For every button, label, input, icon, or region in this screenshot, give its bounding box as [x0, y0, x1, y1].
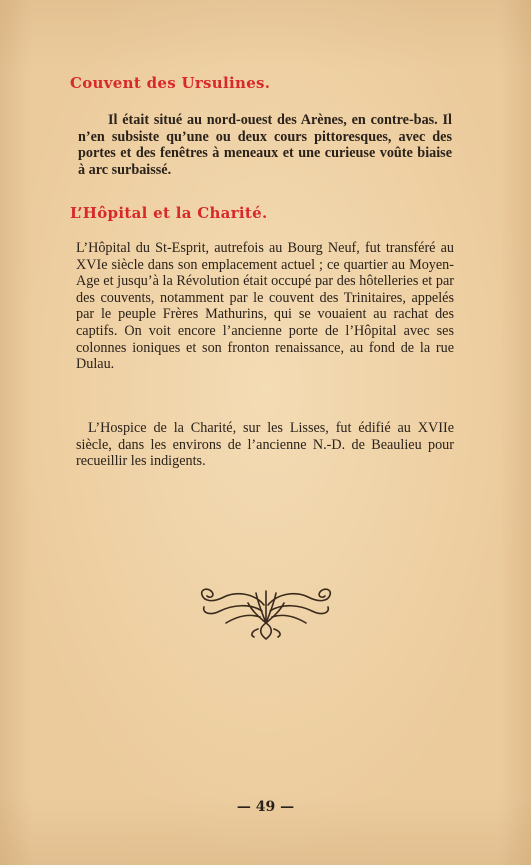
page-number: — 49 — — [236, 799, 295, 815]
paragraph-hopital: L’Hôpital du St-Esprit, autrefois au Bourg Neuf, fut transféré au XVIe siècle dans son emplacement actuel ; ce quartier au Moyen-Age et jusqu’à la Révolution était occupé par des hôtelleries et par des couvents, notamment par le couvent des Trinitaires, appelés par le peuple Frères Mathurins, qui se vouaient au rachat des captifs. On voit encore l’ancienne porte de l’Hôpital avec ses colonnes ioniques et son fronton renaissance, au fond de la rue Dulau. — [76, 240, 454, 373]
floral-scroll-ornament-icon — [196, 583, 336, 641]
paragraph-charite: L’Hospice de la Charité, sur les Lisses, fut édifié au XVIIe siècle, dans les environs de l’ancienne N.-D. de Beaulieu pour recueillir les indigents. — [76, 420, 454, 470]
section-heading-hopital: L’Hôpital et la Charité. — [70, 204, 268, 222]
paragraph-ursulines: Il était situé au nord-ouest des Arènes, en contre-bas. Il n’en subsiste qu’une ou deux cours pittoresques, avec des portes et des fenêtres à meneaux et une curieuse voûte biaise à arc surbaissé. — [78, 112, 452, 178]
section-heading-ursulines: Couvent des Ursulines. — [70, 74, 271, 92]
